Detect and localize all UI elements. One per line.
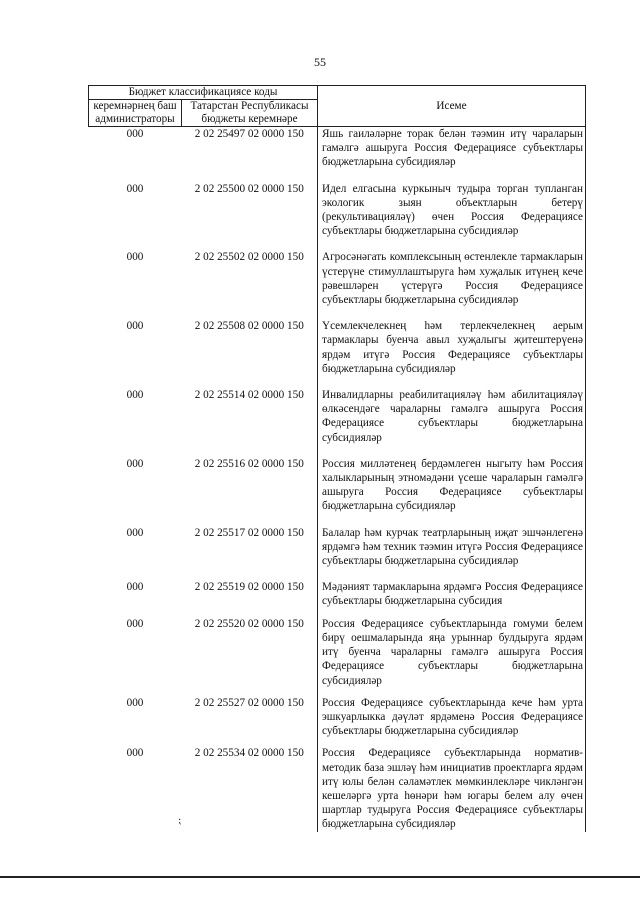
table-row <box>89 376 586 445</box>
admin-code-cell: 000 <box>126 182 144 195</box>
revenue-name-cell: Яшь гаиләләрне торак белән тәэмин итү чараларын гамәлгә ашыруга Россия Федерациясе субъектлары бюджетларына субсидияләр <box>318 127 586 170</box>
admin-code-cell: 000 <box>126 617 144 630</box>
revenue-code-cell: 2 02 25520 02 0000 150 <box>194 617 304 630</box>
scan-bottom-edge <box>0 876 640 878</box>
budget-classification-table <box>88 85 586 832</box>
revenue-code-cell: 2 02 25516 02 0000 150 <box>194 457 304 470</box>
scan-speck: ⁏ <box>178 815 182 826</box>
table-row <box>89 170 586 239</box>
revenue-name-cell: Балалар һәм курчак театрларының иҗат эшчәнлегенә ярдәмгә һәм техник тәэмин итүгә Россия Федерациясе субъектлары бюджетларына субсидияләр <box>318 514 586 569</box>
admin-code-cell: 000 <box>126 526 144 539</box>
table-body <box>89 127 586 832</box>
header-code-column: Татарстан Республикасы бюджеты керемнәре <box>182 100 318 127</box>
header-group-label: Бюджет классификациясе коды <box>89 86 318 100</box>
table-row <box>89 514 586 569</box>
page-number: 55 <box>314 55 326 69</box>
admin-code-cell: 000 <box>126 696 144 709</box>
revenue-code-cell: 2 02 25534 02 0000 150 <box>194 747 304 760</box>
table-row <box>89 688 586 739</box>
revenue-code-cell: 2 02 25497 02 0000 150 <box>194 128 304 140</box>
table-row <box>89 445 586 514</box>
revenue-name-cell: Идел елгасына куркыныч тудыра торган тупланган экологик зыян объектларын бетерү (рекультивацияләү) өчен Россия Федерациясе субъектлары бюджетларына субсидияләр <box>318 170 586 239</box>
revenue-name-cell: Россия Федерациясе субъектларында норматив-методик база эшләү һәм инициатив проектларга ярдәм итү юлы белән сәламәтлек мөмкинлекләре чикләнгән кешеләргә урта һөнәри һәм югары белем алу өчен шартлар тудыруга Россия Федерациясе субъектлары бюджетларына субсидияләр <box>318 738 586 831</box>
admin-code-cell: 000 <box>126 251 144 264</box>
admin-code-cell: 000 <box>126 581 144 594</box>
table-row <box>89 307 586 376</box>
revenue-code-cell: 2 02 25514 02 0000 150 <box>194 389 304 402</box>
table-row <box>89 238 586 307</box>
table-row <box>89 738 586 831</box>
revenue-code-cell: 2 02 25502 02 0000 150 <box>194 251 304 264</box>
revenue-code-cell: 2 02 25519 02 0000 150 <box>194 581 304 594</box>
revenue-name-cell: Агросәнәгать комплексының өстенлекле тармакларын үстерүне стимуллаштыруга һәм хуҗалык итүнең кече рәвешләрен үстерүгә Россия Федерациясе субъектлары бюджетларына субсидияләр <box>318 238 586 307</box>
admin-code-cell: 000 <box>126 457 144 470</box>
table-row <box>89 609 586 688</box>
admin-code-cell: 000 <box>126 389 144 402</box>
revenue-name-cell: Россия Федерациясе субъектларында гомуми белем бирү оешмаларында яңа урыннар булдыруга ярдәм итү буенча чараларны гамәлгә ашыруга Россия Федерациясе субъектлары бюджетларына субсидияләр <box>318 609 586 688</box>
table-header <box>89 86 586 127</box>
table-row <box>89 127 586 170</box>
revenue-code-cell: 2 02 25527 02 0000 150 <box>194 696 304 709</box>
revenue-name-cell: Инвалидларны реабилитацияләү һәм абилитацияләү өлкәсендәге чараларны гамәлгә ашыруга Россия Федерациясе субъектлары бюджетларына субсидияләр <box>318 376 586 445</box>
table-row <box>89 568 586 608</box>
revenue-code-cell: 2 02 25500 02 0000 150 <box>194 182 304 195</box>
revenue-name-cell: Россия милләтенең бердәмлеген ныгыту һәм Россия халыкларының этномәдәни үсеше чараларын гамәлгә ашыруга Россия Федерациясе субъектлары бюджетларына субсидияләр <box>318 445 586 514</box>
revenue-name-cell: Мәдәният тармакларына ярдәмгә Россия Федерациясе субъектлары бюджетларына субсидия <box>318 568 586 608</box>
revenue-name-cell: Россия Федерациясе субъектларында кече һәм урта эшкуарлыкка дәүләт ярдәменә Россия Федерациясе субъектлары бюджетларына субсидияләр <box>318 688 586 739</box>
revenue-code-cell: 2 02 25508 02 0000 150 <box>194 320 304 333</box>
revenue-code-cell: 2 02 25517 02 0000 150 <box>194 526 304 539</box>
admin-code-cell: 000 <box>126 320 144 333</box>
header-name-column: Исеме <box>318 86 586 127</box>
revenue-name-cell: Үсемлекчелекнең һәм терлекчелекнең аерым тармаклары буенча авыл хуҗалыгы җитештерүенә ярдәм итүгә Россия Федерациясе субъектлары бюджетларына субсидияләр <box>318 307 586 376</box>
admin-code-cell: 000 <box>126 128 144 140</box>
header-admin-column: керемнәрнең баш администраторы <box>89 100 182 127</box>
admin-code-cell: 000 <box>126 747 144 760</box>
